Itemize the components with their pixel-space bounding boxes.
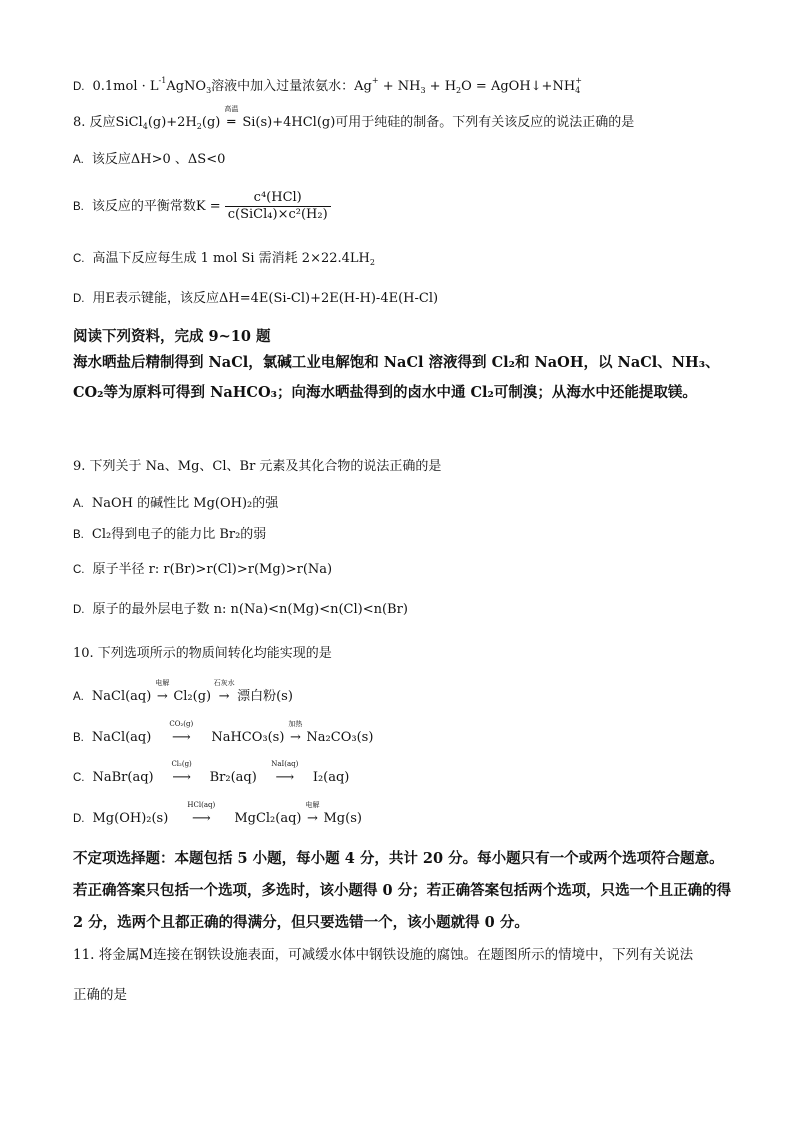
- option-letter: A.: [73, 691, 84, 703]
- species: Na₂CO₃(s): [306, 730, 374, 745]
- q8-option-a: [73, 151, 225, 169]
- species: Br₂(aq): [209, 770, 257, 785]
- sup: +: [575, 76, 582, 85]
- equation: (g): [201, 115, 221, 130]
- q9-option-d: [73, 601, 408, 619]
- sub: 2: [456, 86, 462, 95]
- q10-option-c: [73, 760, 350, 787]
- option-letter: D.: [73, 293, 85, 305]
- species: NaCl(aq): [91, 689, 152, 704]
- reaction-arrow: CO₂(g) ⟶: [151, 729, 211, 747]
- option-letter: A.: [73, 154, 84, 166]
- q8-stem: [73, 105, 635, 136]
- reaction-arrow: NaI(aq) ⟶: [257, 769, 313, 787]
- q7-d-text: 0.1mol · L: [92, 79, 159, 94]
- q7-d-text: 溶液中加入过量浓氨水：Ag: [211, 79, 372, 94]
- q8-stem-text: 8. 反应: [73, 115, 116, 130]
- reaction-arrow: HCl(aq) ⟶: [168, 810, 234, 828]
- q7-d-text: O = AgOH↓+NH: [461, 79, 576, 94]
- arrow-label: 石灰水: [213, 679, 235, 687]
- option-text: 该反应的平衡常数K =: [91, 199, 221, 214]
- q9-option-c: [73, 561, 332, 579]
- arrow-label: NaI(aq): [271, 760, 299, 768]
- q7-d-text: AgNO: [166, 79, 207, 94]
- q8-option-c: [73, 250, 375, 272]
- arrow-label: Cl₂(g): [171, 760, 192, 768]
- species: MgCl₂(aq): [234, 811, 302, 826]
- option-letter: C.: [73, 564, 85, 576]
- species: NaBr(aq): [92, 770, 154, 785]
- option-text: 用E表示键能，该反应ΔH=4E(Si-Cl)+2E(H-H)-4E(H-Cl): [92, 291, 439, 306]
- reading-title: 阅读下列资料，完成 9~10 题: [73, 328, 271, 345]
- equation: SiCl: [115, 115, 143, 130]
- q9-option-a: [73, 495, 278, 513]
- option-letter: B.: [73, 529, 84, 541]
- sup: -1: [158, 76, 167, 85]
- arrow-label: 电解: [155, 679, 170, 687]
- q10-stem: 10. 下列选项所示的物质间转化均能实现的是: [73, 646, 332, 661]
- q9-stem: 9. 下列关于 Na、Mg、Cl、Br 元素及其化合物的说法正确的是: [73, 459, 442, 474]
- option-text: NaOH 的碱性比 Mg(OH)₂的强: [91, 496, 279, 511]
- q8-stem-text: 可用于纯硅的制备。下列有关该反应的说法正确的是: [335, 115, 635, 130]
- sub: 2: [369, 258, 375, 267]
- q8-option-b: [73, 190, 331, 223]
- species: Mg(s): [323, 811, 362, 826]
- reaction-arrow: 加热 →: [284, 729, 306, 747]
- fraction-numerator: c⁴(HCl): [225, 190, 331, 207]
- q11-stem-line1: 11. 将金属M连接在钢铁设施表面，可减缓水体中钢铁设施的腐蚀。在题图所示的情境中，下列有关说法: [73, 947, 694, 963]
- q7-d-text: + NH: [378, 79, 421, 94]
- option-text: 原子半径 r: r(Br)>r(Cl)>r(Mg)>r(Na): [92, 562, 333, 577]
- equilibrium-constant-fraction: [225, 190, 331, 223]
- sub: 3: [206, 86, 212, 95]
- equation: Si(s)+4HCl(g): [242, 115, 336, 130]
- reaction-arrow: 石灰水 →: [211, 688, 237, 706]
- option-letter: C.: [73, 772, 85, 784]
- option-letter: A.: [73, 498, 84, 510]
- option-letter: D.: [73, 604, 85, 616]
- species: NaCl(aq): [91, 730, 152, 745]
- option-text: 原子的最外层电子数 n: n(Na)<n(Mg)<n(Cl)<n(Br): [92, 602, 408, 617]
- arrow-label: 加热: [288, 720, 303, 728]
- species: 漂白粉(s): [237, 689, 293, 704]
- reaction-arrow: 电解 →: [151, 688, 173, 706]
- species: NaHCO₃(s): [211, 730, 285, 745]
- q8-option-d: [73, 290, 438, 308]
- q7-option-d: [73, 72, 582, 100]
- reading-paragraph: 海水晒盐后精制得到 NaCl，氯碱工业电解饱和 NaCl 溶液得到 Cl₂和 NaOH，以 NaCl、NH₃、CO₂等为原料可得到 NaHCO₃；向海水晒盐得到的卤水中通 Cl₂可制溴；从海水中还能提取镁。: [73, 354, 720, 401]
- species: Mg(OH)₂(s): [92, 811, 169, 826]
- equation: (g)+2H: [147, 115, 197, 130]
- q10-option-a: [73, 679, 293, 706]
- sub: 2: [196, 122, 202, 131]
- sup: +: [371, 76, 379, 85]
- arrow-label: HCl(aq): [187, 801, 216, 809]
- species: Cl₂(g): [173, 689, 212, 704]
- reaction-arrow: 电解 →: [301, 810, 323, 828]
- sub: 4: [142, 122, 148, 131]
- option-letter: D.: [73, 81, 85, 93]
- q10-option-b: [73, 720, 374, 747]
- option-text: 高温下反应每生成 1 mol Si 需消耗 2×22.4LH: [92, 251, 370, 266]
- species: I₂(aq): [312, 770, 350, 785]
- option-text: Cl₂得到电子的能力比 Br₂的弱: [91, 527, 267, 542]
- q10-option-d: [73, 801, 362, 828]
- sub: 4: [575, 86, 581, 95]
- arrow-label: 电解: [305, 801, 320, 809]
- arrow-label: CO₂(g): [169, 720, 194, 728]
- option-letter: C.: [73, 253, 85, 265]
- reaction-arrow: Cl₂(g) ⟶: [154, 769, 210, 787]
- reaction-condition: 高温: [224, 105, 239, 113]
- equilibrium-sign: 高温 ═: [220, 114, 242, 132]
- option-letter: B.: [73, 732, 84, 744]
- option-letter: B.: [73, 201, 84, 213]
- section-instructions: 不定项选择题：本题包括 5 小题，每小题 4 分，共计 20 分。每小题只有一个或两个选项符合题意。若正确答案只包括一个选项，多选时，该小题得 0 分；若正确答案包括两个选项，只选一个且正确的得 2 分，选两个且都正确的得满分，但只要选错一个，该小题就得 0 分。: [73, 850, 732, 931]
- option-letter: D.: [73, 813, 85, 825]
- sub: 3: [420, 86, 426, 95]
- q9-option-b: [73, 526, 266, 544]
- option-text: 该反应ΔH>0 、ΔS<0: [91, 152, 226, 167]
- fraction-denominator: c(SiCl₄)×c²(H₂): [227, 207, 328, 222]
- q11-stem-line2: 正确的是: [73, 987, 127, 1003]
- q7-d-text: + H: [425, 79, 457, 94]
